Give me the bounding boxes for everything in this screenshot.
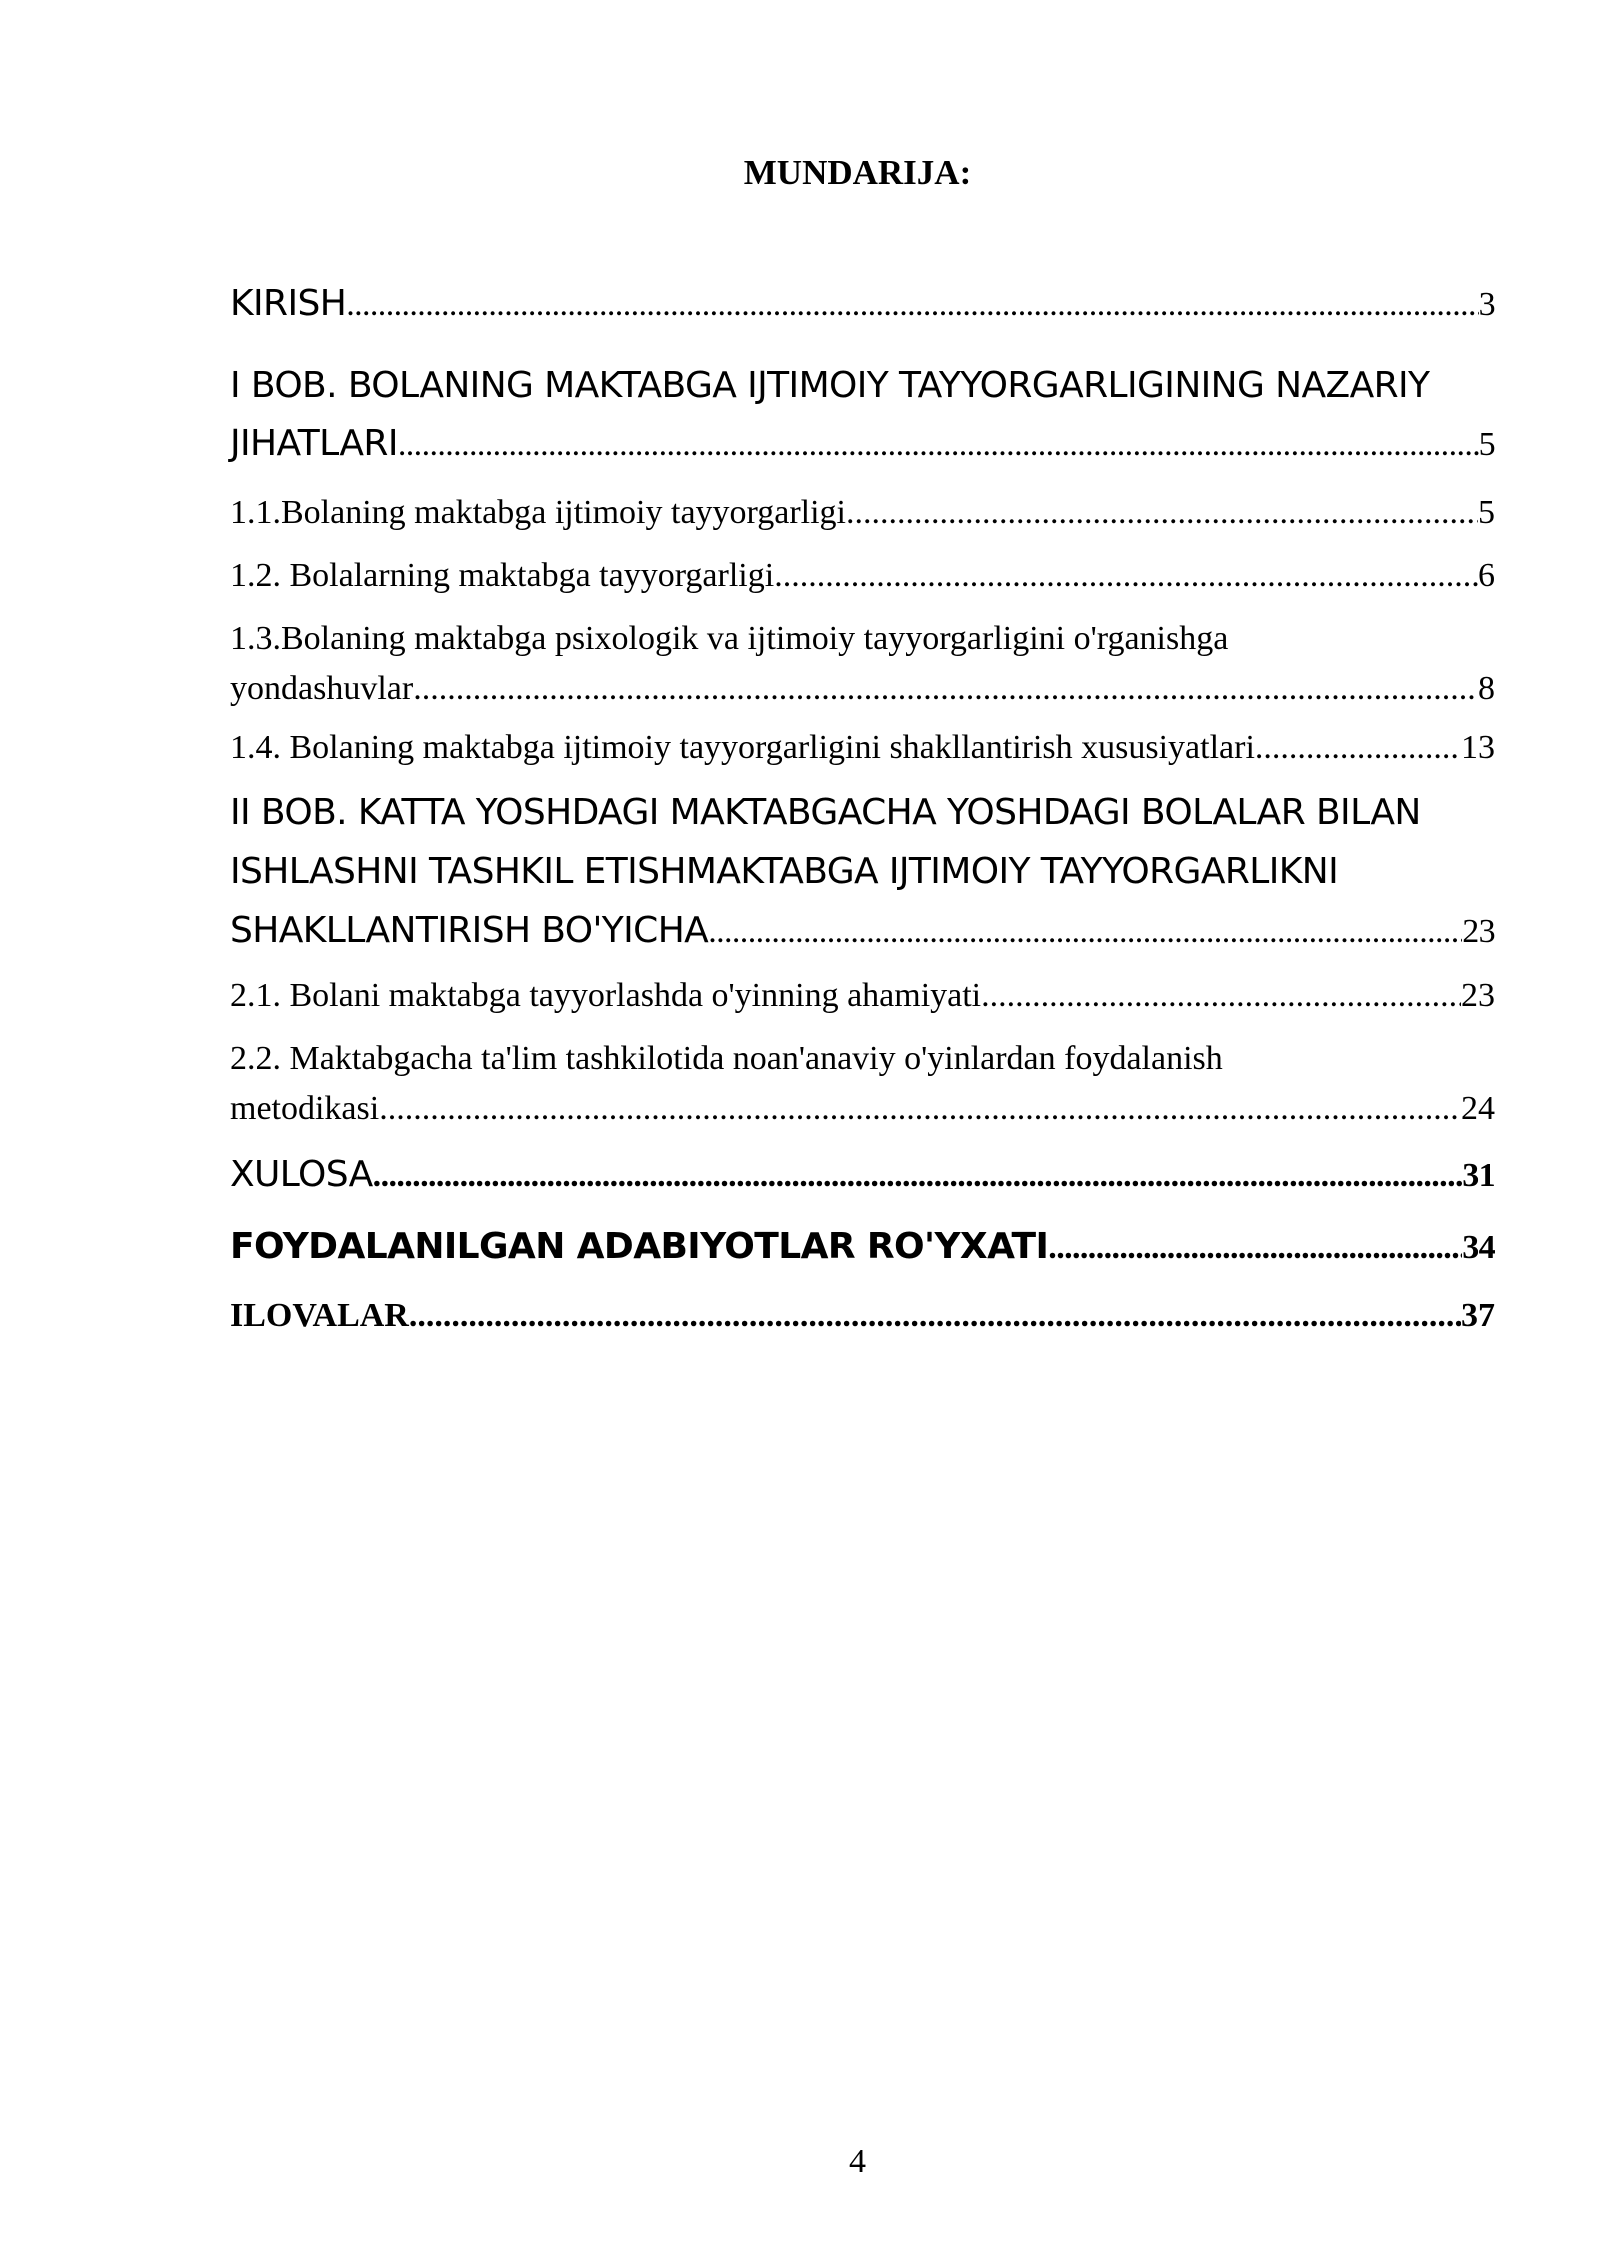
- toc-page-number: 34: [1462, 1229, 1495, 1266]
- toc-entry-kirish[interactable]: [230, 284, 1495, 325]
- dot-leader: [774, 551, 1478, 601]
- toc-page-number: 31: [1462, 1157, 1495, 1194]
- toc-entry-label-line-1: II BOB. KATTA YOSHDAGI MAKTABGACHA YOSHDAGI BOLALAR BILAN: [230, 792, 1421, 833]
- toc-entry-section-1-1[interactable]: [230, 488, 1495, 538]
- toc-page-number: 3: [1478, 286, 1495, 323]
- toc-entry-label: KIRISH: [230, 283, 347, 324]
- toc-page-number: 5: [1478, 494, 1495, 531]
- table-of-contents: [230, 270, 1495, 1343]
- dot-leader: [413, 664, 1478, 714]
- page-title: MUNDARIJA:: [743, 153, 972, 192]
- dot-leader: [1048, 1221, 1462, 1275]
- toc-entry-chapter-1[interactable]: [230, 357, 1495, 474]
- dot-leader: [1255, 723, 1461, 773]
- toc-entry-label-line-2: yondashuvlar: [230, 670, 414, 707]
- toc-page-number: 24: [1461, 1090, 1495, 1127]
- toc-entry-label: ILOVALAR: [230, 1297, 409, 1334]
- toc-entry-section-1-2[interactable]: [230, 551, 1495, 601]
- dot-leader: [373, 1149, 1463, 1203]
- dot-leader: [398, 416, 1479, 474]
- toc-entry-label: 1.2. Bolalarning maktabga tayyorgarligi: [230, 557, 775, 594]
- dot-leader: [409, 1289, 1461, 1343]
- toc-entry-label: FOYDALANILGAN ADABIYOTLAR RO'YXATI: [230, 1226, 1049, 1267]
- toc-entry-xulosa[interactable]: [230, 1148, 1495, 1203]
- toc-entry-foydalanilgan-adabiyotlar[interactable]: [230, 1220, 1495, 1275]
- toc-entry-label-line-2: metodikasi: [230, 1090, 380, 1127]
- dot-leader: [346, 285, 1478, 325]
- toc-entry-section-2-2[interactable]: [230, 1034, 1495, 1134]
- toc-entry-label: 1.4. Bolaning maktabga ijtimoiy tayyorgarligini shakllantirish xususiyatlari: [230, 729, 1255, 766]
- toc-entry-chapter-2[interactable]: [230, 783, 1495, 961]
- toc-entry-section-1-4[interactable]: [230, 723, 1495, 773]
- toc-page-number: 23: [1461, 977, 1495, 1014]
- toc-entry-label: 1.1.Bolaning maktabga ijtimoiy tayyorgarligi: [230, 494, 847, 531]
- toc-entry-label: XULOSA: [230, 1154, 373, 1195]
- toc-entry-section-1-3[interactable]: [230, 614, 1495, 714]
- toc-entry-label-line-1: 2.2. Maktabgacha ta'lim tashkilotida noan'anaviy o'yinlardan foydalanish: [230, 1040, 1223, 1077]
- toc-entry-ilovalar[interactable]: [230, 1289, 1495, 1343]
- toc-entry-label-line-1: I BOB. BOLANING MAKTABGA IJTIMOIY TAYYORGARLIGINING NAZARIY: [230, 365, 1430, 406]
- dot-leader: [708, 902, 1462, 961]
- toc-page-number: 6: [1478, 557, 1495, 594]
- toc-page-number: 5: [1478, 426, 1495, 463]
- toc-entry-label-line-1: 1.3.Bolaning maktabga psixologik va ijtimoiy tayyorgarligini o'rganishga: [230, 620, 1229, 657]
- dot-leader: [379, 1084, 1461, 1134]
- dot-leader: [846, 488, 1478, 538]
- toc-page-number: 37: [1461, 1297, 1495, 1334]
- toc-entry-label-line-3: SHAKLLANTIRISH BO'YICHA: [230, 910, 709, 951]
- page-number: 4: [849, 2143, 866, 2180]
- toc-entry-label-line-2: ISHLASHNI TASHKIL ETISHMAKTABGA IJTIMOIY TAYYORGARLIKNI: [230, 851, 1339, 892]
- toc-entry-section-2-1[interactable]: [230, 971, 1495, 1021]
- toc-page-number: 8: [1478, 670, 1495, 707]
- toc-entry-label: 2.1. Bolani maktabga tayyorlashda o'yinning ahamiyati: [230, 977, 982, 1014]
- dot-leader: [981, 971, 1461, 1021]
- toc-entry-label-line-2: JIHATLARI: [230, 423, 398, 464]
- toc-page-number: 23: [1462, 913, 1495, 950]
- toc-page-number: 13: [1461, 729, 1495, 766]
